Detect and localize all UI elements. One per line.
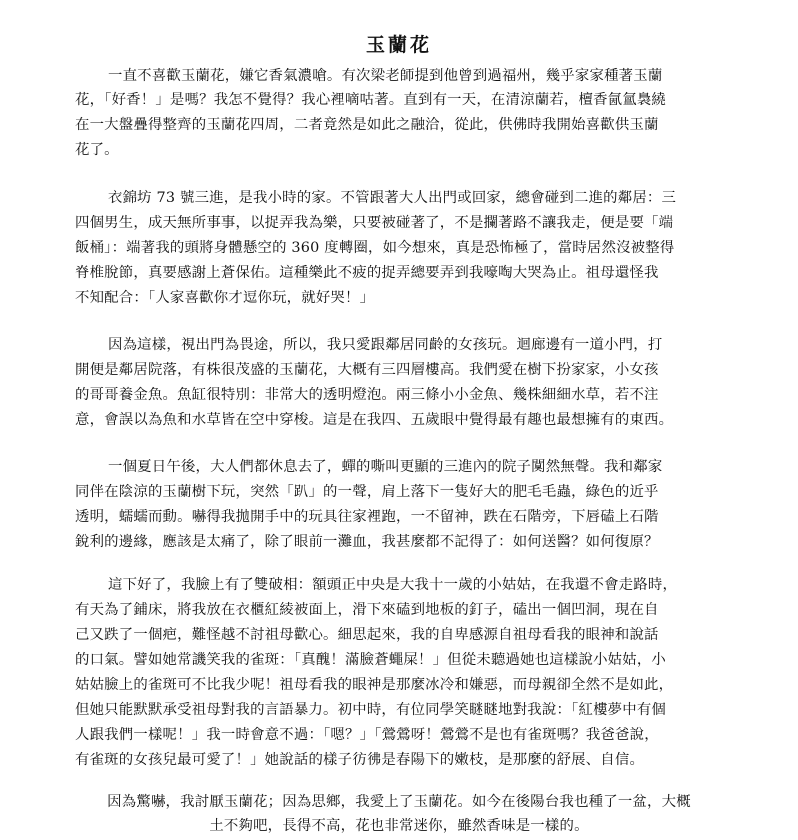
text-line: 的哥哥養金魚。魚缸很特別：非常大的透明燈泡。兩三條小小金魚、幾株細細水草，若不注 <box>75 387 659 403</box>
text-line: 己又跌了一個疤，難怪越不討祖母歡心。細思起來，我的自卑感源自祖母看我的眼神和說話 <box>75 627 659 643</box>
text-line: 但她只能默默承受祖母對我的言語暴力。初中時，有位同學笑瞇瞇地對我說：「紅樓夢中有個 <box>75 702 667 718</box>
text-line: 花了。 <box>75 142 119 158</box>
text-line: 土不夠吧，長得不高，花也非常迷你，雖然香味是一樣的。 <box>209 818 589 834</box>
text-line: 有天為了鋪床，將我放在衣櫃紅綾被面上，滑下來磕到地板的釘子，磕出一個凹洞，現在自 <box>75 602 659 618</box>
text-line: 銳利的邊緣，應該是太痛了，除了眼前一灘血，我甚麼都不記得了：如何送醫？如何復原？ <box>75 534 659 550</box>
text-line: 透明，蠕蠕而動。嚇得我拋開手中的玩具往家裡跑，一不留神，跌在石階旁，下唇磕上石階 <box>75 509 659 525</box>
text-line: 花，「好香！」是嗎？我怎不覺得？我心裡嘀咕著。直到有一天，在清涼蘭若，檀香氤氳裊繞 <box>75 92 667 108</box>
text-line: 同伴在陰涼的玉蘭樹下玩，突然「趴」的一聲，肩上落下一隻好大的肥毛毛蟲，綠色的近乎 <box>75 484 659 500</box>
text-line: 一個夏日午後，大人們都休息去了，蟬的嘶叫更顯的三進內的院子闃然無聲。我和鄰家 <box>108 459 663 475</box>
text-line: 人跟我們一樣呢！」我一時會意不過：「嗯？」「鶯鶯呀！鶯鶯不是也有雀斑嗎？我爸爸說， <box>75 727 659 743</box>
text-line: 飯桶」：端著我的頭將身體懸空的 360 度轉圈，如今想來，真是恐怖極了，當時居然沒被整得 <box>75 240 675 256</box>
text-line: 姑姑臉上的雀斑可不比我少呢！祖母看我的眼神是那麼冰冷和嫌惡，而母親卻全然不是如此， <box>75 677 674 693</box>
text-line: 脊椎脫節，真要感謝上蒼保佑。這種樂此不疲的捉弄總要弄到我嚎啕大哭為止。祖母還怪我 <box>75 265 659 281</box>
text-line: 有雀斑的女孩兒最可愛了！」她說話的樣子彷彿是春陽下的嫩枝，是那麼的舒展、自信。 <box>75 752 645 768</box>
text-line: 這下好了，我臉上有了雙破相：額頭正中央是大我十一歲的小姑姑，在我還不會走路時， <box>108 577 678 593</box>
text-line: 不知配合：「人家喜歡你才逗你玩，就好哭！」 <box>75 290 375 306</box>
text-line: 因為這樣，視出門為畏途，所以，我只愛跟鄰居同齡的女孩玩。迴廊邊有一道小門，打 <box>108 337 663 353</box>
text-line: 開便是鄰居院落，有株很茂盛的玉蘭花，大概有三四層樓高。我們愛在樹下扮家家，小女孩 <box>75 362 659 378</box>
text-line: 四個男生，成天無所事事，以捉弄我為樂，只要被碰著了，不是攔著路不讓我走，便是要「端 <box>75 215 674 231</box>
text-line: 因為驚嚇，我討厭玉蘭花；因為思鄉，我愛上了玉蘭花。如今在後陽台我也種了一盆，大概 <box>107 794 691 810</box>
text-line: 衣錦坊 73 號三進，是我小時的家。不管跟著大人出門或回家，總會碰到二進的鄰居：三 <box>108 190 677 206</box>
text-line: 一直不喜歡玉蘭花，嫌它香氣濃嗆。有次梁老師提到他曾到過福州，幾乎家家種著玉蘭 <box>108 68 663 84</box>
text-line: 的口氣。譬如她常譏笑我的雀斑：「真醜！滿臉蒼蠅屎！」但從未聽過她也這樣說小姑姑，小 <box>75 652 667 668</box>
page-title: 玉蘭花 <box>365 34 432 56</box>
text-line: 在一大盤疊得整齊的玉蘭花四周，二者竟然是如此之融洽，從此，供佛時我開始喜歡供玉蘭 <box>75 117 659 133</box>
text-line: 意，會誤以為魚和水草皆在空中穿梭。這是在我四、五歲眼中覺得最有趣也最想擁有的東西。 <box>75 412 674 428</box>
